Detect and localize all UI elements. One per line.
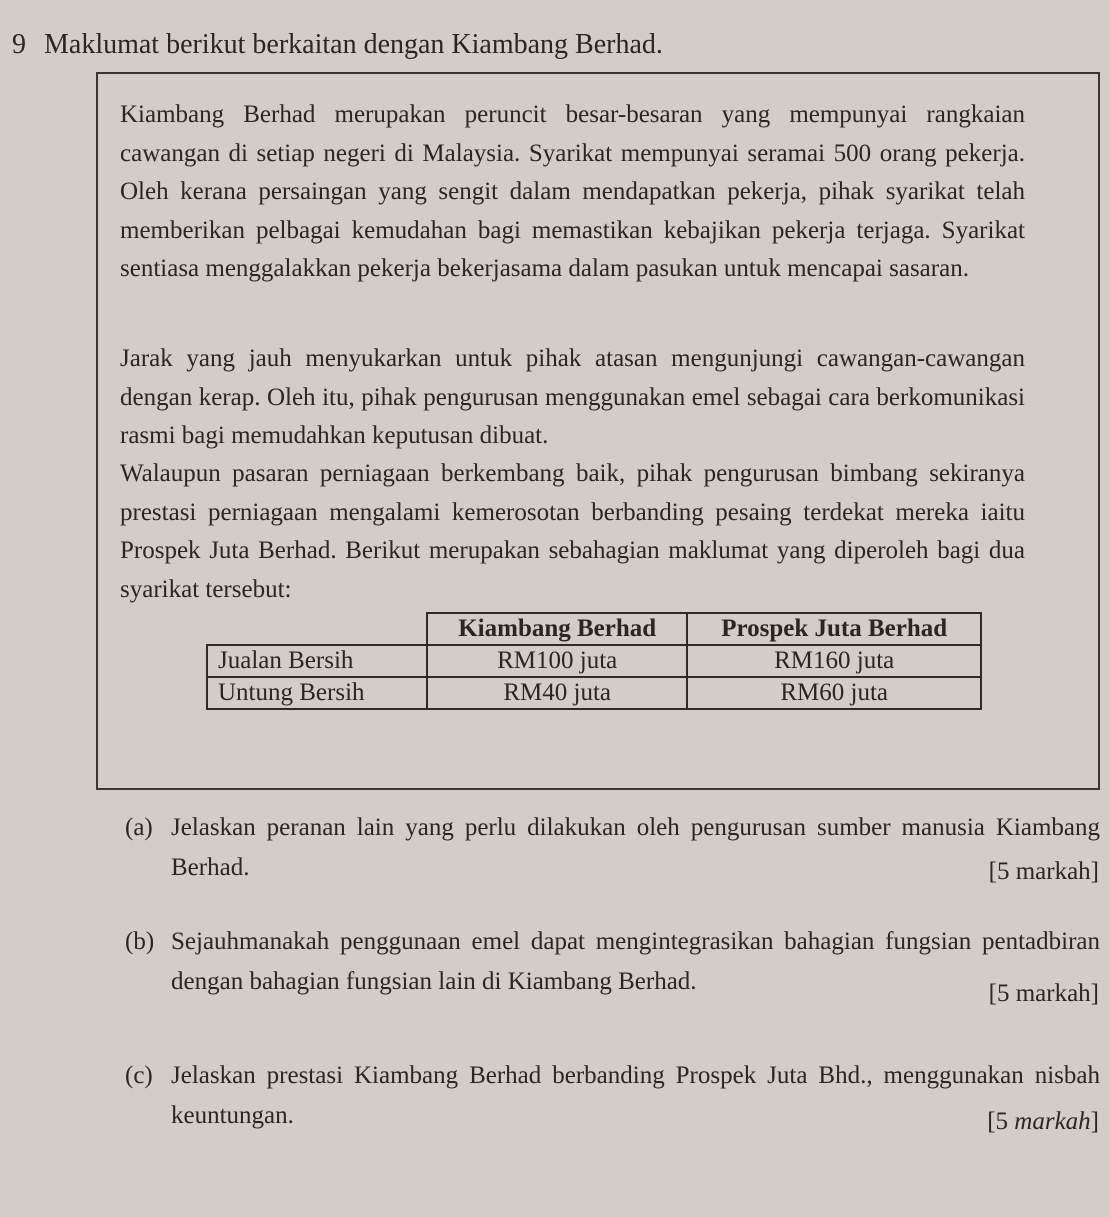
question-heading — [12, 28, 663, 62]
question-a-label: (a) — [125, 814, 153, 841]
table-row — [207, 677, 981, 709]
table-header-blank — [207, 613, 427, 645]
cell-kiambang: RM40 juta — [427, 677, 687, 709]
case-paragraph-2: Jarak yang jauh menyukarkan untuk pihak atasan mengunjungi cawangan-cawangan dengan kerap. Oleh itu, pihak pengurusan menggunakan emel sebagai cara berkomunikasi rasmi bagi memudahkan keputusan dibuat. — [120, 345, 1025, 450]
question-c-text: Jelaskan prestasi Kiambang Berhad berbanding Prospek Juta Bhd., menggunakan nisbah keuntungan. — [171, 1062, 1100, 1129]
question-a-text: Jelaskan peranan lain yang perlu dilakukan oleh pengurusan sumber manusia Kiambang Berhad. — [171, 814, 1100, 881]
question-intro: Maklumat berikut berkaitan dengan Kiambang Berhad. — [44, 29, 663, 60]
question-b — [125, 922, 1100, 1002]
row-label: Untung Bersih — [207, 677, 427, 709]
question-c — [125, 1056, 1100, 1136]
cell-kiambang: RM100 juta — [427, 645, 687, 677]
question-number: 9 — [12, 29, 26, 60]
cell-prospek: RM60 juta — [687, 677, 981, 709]
question-c-marks-close: ] — [1090, 1108, 1099, 1135]
question-b-marks: [5 markah] — [988, 980, 1099, 1007]
question-a — [125, 808, 1100, 888]
question-c-marks-open: [5 — [987, 1108, 1015, 1135]
question-a-marks: [5 markah] — [988, 858, 1099, 885]
question-b-text: Sejauhmanakah penggunaan emel dapat mengintegrasikan bahagian fungsian pentadbiran dengan bahagian fungsian lain di Kiambang Berhad. — [171, 928, 1100, 995]
comparison-table — [206, 612, 982, 710]
row-label: Jualan Bersih — [207, 645, 427, 677]
table-header-row — [207, 613, 981, 645]
question-c-marks — [987, 1108, 1099, 1136]
question-c-marks-word: markah — [1014, 1108, 1091, 1135]
case-paragraph-1: Kiambang Berhad merupakan peruncit besar-besaran yang mempunyai rangkaian cawangan di setiap negeri di Malaysia. Syarikat mempunyai seramai 500 orang pekerja. Oleh kerana persaingan yang sengit dalam mendapatkan pekerja, pihak syarikat telah memberikan pelbagai kemudahan bagi memastikan kebajikan pekerja terjaga. Syarikat sentiasa menggalakkan pekerja bekerjasama dalam pasukan untuk mencapai sasaran. — [120, 101, 1025, 283]
question-b-label: (b) — [125, 928, 155, 955]
case-paragraph-3: Walaupun pasaran perniagaan berkembang baik, pihak pengurusan bimbang sekiranya prestasi perniagaan mengalami kemerosotan berbanding pesaing terdekat mereka iaitu Prospek Juta Berhad. Berikut merupakan sebahagian maklumat yang diperoleh bagi dua syarikat tersebut: — [120, 460, 1025, 603]
question-c-label: (c) — [125, 1062, 153, 1089]
table-row — [207, 645, 981, 677]
table-header-prospek: Prospek Juta Berhad — [687, 613, 981, 645]
table-header-kiambang: Kiambang Berhad — [427, 613, 687, 645]
cell-prospek: RM160 juta — [687, 645, 981, 677]
